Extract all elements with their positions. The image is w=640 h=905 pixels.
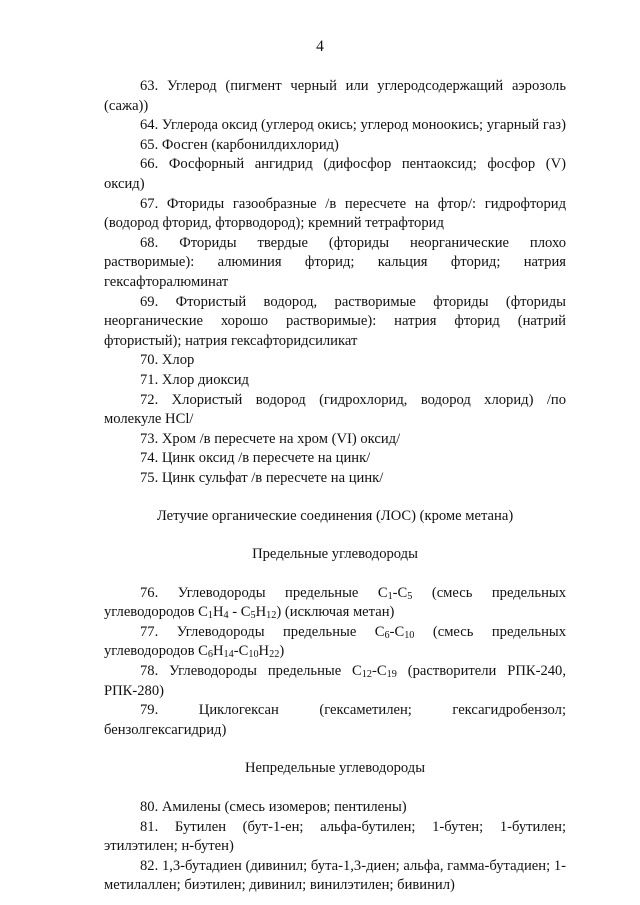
list-item-78: [104, 662, 566, 701]
subscript: 4: [223, 610, 229, 622]
subscript: 1: [207, 610, 213, 622]
subscript: 10: [404, 629, 415, 641]
text-fragment: -C: [389, 623, 405, 640]
text-fragment: - C: [228, 604, 251, 621]
list-item-76: [104, 584, 566, 623]
subscript: 12: [266, 610, 277, 622]
list-item: 70. Хлор: [140, 352, 195, 369]
text-fragment: (смесь предельных углеводородов C: [104, 584, 567, 621]
text-fragment: ): [279, 643, 285, 660]
subscript: 5: [250, 610, 256, 622]
subscript: 12: [361, 669, 373, 681]
text-fragment: -C: [233, 643, 249, 660]
text-fragment: (смесь предельных углеводородов C: [104, 623, 566, 660]
list-item: 69. Фтористый водород, растворимые фториды (фториды неорганические хорошо растворимые): натрия фторид (натрий фтористый); натрия гексафторидсиликат: [104, 293, 566, 349]
text-fragment: ) (исключая метан): [276, 604, 395, 621]
list-item: 66. Фосфорный ангидрид (дифосфор пентаоксид; фосфор (V) оксид): [104, 156, 566, 192]
list-item: 68. Фториды твердые (фториды неорганические плохо растворимые): алюминия фторид; кальция фторид; натрия гексафторалюминат: [104, 234, 566, 290]
text-fragment: H: [212, 643, 224, 660]
subscript: 6: [207, 649, 213, 661]
text-fragment: 78. Углеводороды предельные C: [140, 663, 362, 680]
list-item-79: 79. Циклогексан (гексаметилен; гексагидробензол; бензолгексагидрид): [104, 702, 566, 738]
text-fragment: (растворители РПК-240, РПК-280): [104, 663, 567, 699]
list-item: 73. Хром /в пересчете на хром (VI) оксид/: [140, 430, 401, 447]
subscript: 1: [387, 590, 393, 602]
list-item-77: [104, 623, 566, 662]
text-fragment: 76. Углеводороды предельные C: [140, 584, 388, 601]
list-item: 75. Цинк сульфат /в пересчете на цинк/: [140, 469, 384, 486]
list-item: 82. 1,3-бутадиен (дивинил; бута-1,3-диен; альфа, гамма-бутадиен; 1-метилаллен; биэтилен; дивинил; винилэтилен; бивинил): [104, 857, 566, 894]
text-fragment: -C: [372, 663, 387, 680]
list-item: 71. Хлор диоксид: [140, 371, 249, 388]
list-item: 74. Цинк оксид /в пересчете на цинк/: [140, 450, 371, 467]
list-item: 81. Бутилен (бут-1-ен; альфа-бутилен; 1-бутен; 1-бутилен; этилэтилен; н-бутен): [104, 818, 566, 855]
document-body: [104, 77, 566, 896]
subsection-heading-saturated: Предельные углеводороды: [252, 546, 418, 563]
page-number: 4: [316, 38, 324, 55]
list-item: 80. Амилены (смесь изомеров; пентилены): [140, 799, 407, 815]
list-item: 65. Фосген (карбонилдихлорид): [140, 136, 339, 153]
section-heading-voc: Летучие органические соединения (ЛОС) (кроме метана): [156, 508, 514, 525]
subscript: 19: [386, 669, 397, 681]
subscript: 22: [269, 649, 280, 661]
text-fragment: -C: [392, 584, 408, 601]
text-fragment: 77. Углеводороды предельные C: [140, 623, 385, 640]
subscript: 10: [248, 649, 259, 661]
subscript: 5: [407, 590, 413, 602]
subsection-heading-unsaturated: Непредельные углеводороды: [244, 760, 426, 777]
text-fragment: H: [258, 643, 270, 660]
subscript: 6: [384, 629, 390, 641]
text-fragment: H: [212, 604, 224, 621]
list-item: 72. Хлористый водород (гидрохлорид, водород хлорид) /по молекуле HCl/: [104, 391, 566, 428]
list-item: 67. Фториды газообразные /в пересчете на фтор/: гидрофторид (водород фторид, фторводород); кремний тетрафторид: [104, 195, 566, 232]
list-item: 64. Углерода оксид (углерод окись; углерод моноокись; угарный газ): [140, 117, 566, 134]
subscript: 14: [223, 649, 234, 661]
list-item: 63. Углерод (пигмент черный или углеродсодержащий аэрозоль (сажа)): [104, 78, 566, 114]
text-fragment: H: [255, 604, 267, 621]
